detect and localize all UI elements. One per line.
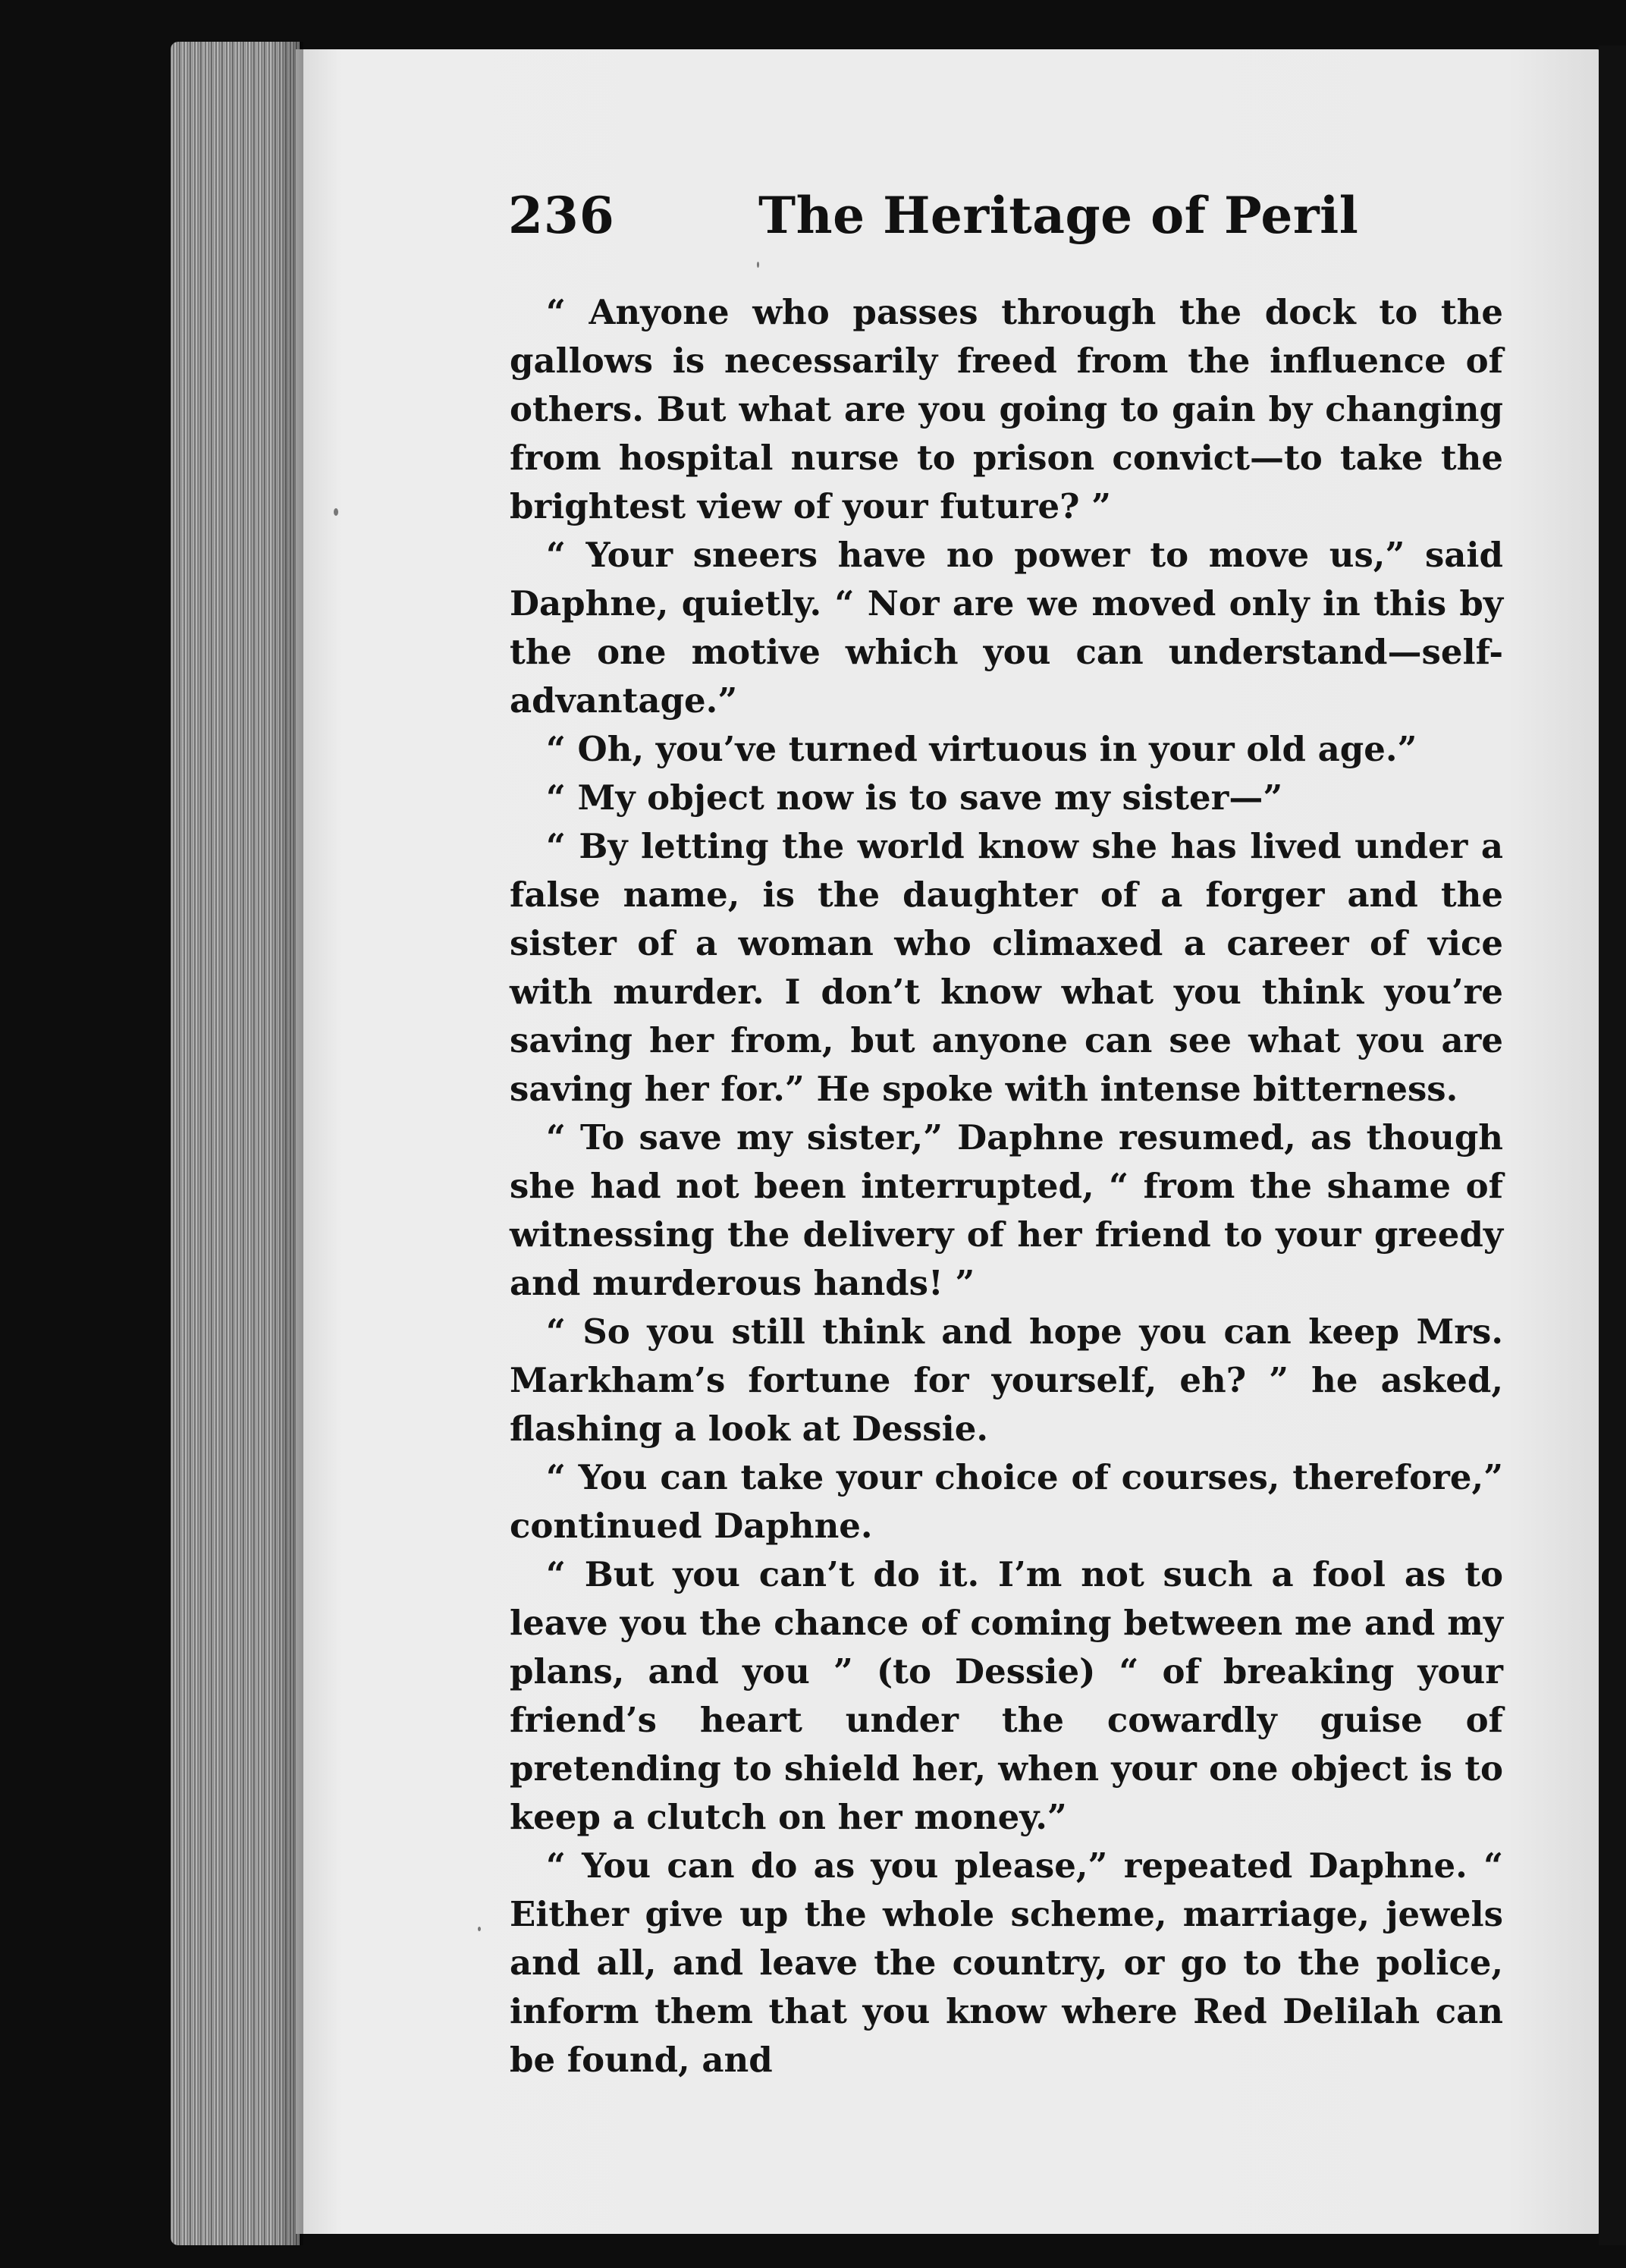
paragraph: “ Your sneers have no power to move us,” said Daphne, quietly. “ Nor are we moved only in this by the one motive which you can understand—self-advantage.” (510, 535, 1503, 721)
dust-speck (757, 262, 759, 268)
paragraph: “ Anyone who passes through the dock to the gallows is necessarily freed from the influence of others. But what are you going to gain by changing from hospital nurse to prison convict—to take the brightest view of your future? ” (510, 292, 1503, 526)
paragraph: “ To save my sister,” Daphne resumed, as though she had not been interrupted, “ from the shame of witnessing the delivery of her friend to your greedy and murderous hands! ” (510, 1117, 1503, 1303)
paragraph: “ By letting the world know she has lived under a false name, is the daughter of a forger and the sister of a woman who climaxed a career of vice with murder. I don’t know what you think you’re saving her from, but anyone can see what you are saving her for.” He spoke with intense bitterness. (510, 826, 1503, 1109)
page-header (508, 186, 1540, 254)
page-number: 236 (508, 186, 615, 245)
paragraph: “ You can take your choice of courses, therefore,” continued Daphne. (510, 1457, 1503, 1546)
paragraph: “ So you still think and hope you can keep Mrs. Markham’s fortune for yourself, eh? ” he asked, flashing a look at Dessie. (510, 1311, 1503, 1449)
right-border (1599, 46, 1626, 2245)
paragraph: “ But you can’t do it. I’m not such a fool as to leave you the chance of coming between me and my plans, and you ” (to Dessie) “ of breaking your friend’s heart under the cowardly guise of pretending to shield her, when your one object is to keep a clutch on her money.” (510, 1554, 1503, 1837)
dust-speck (334, 508, 338, 516)
body-text (510, 288, 1503, 2084)
paragraph: “ My object now is to save my sister—” (546, 777, 1283, 818)
dust-speck (478, 1927, 481, 1931)
gutter-shadow (273, 42, 303, 2245)
paragraph: “ You can do as you please,” repeated Daphne. “ Either give up the whole scheme, marriage, jewels and all, and leave the country, or go to the police, inform them that you know where Red Delilah can be found, and (510, 1845, 1503, 2080)
running-title: The Heritage of Peril (758, 186, 1359, 245)
paragraph: “ Oh, you’ve turned virtuous in your old age.” (546, 729, 1417, 769)
